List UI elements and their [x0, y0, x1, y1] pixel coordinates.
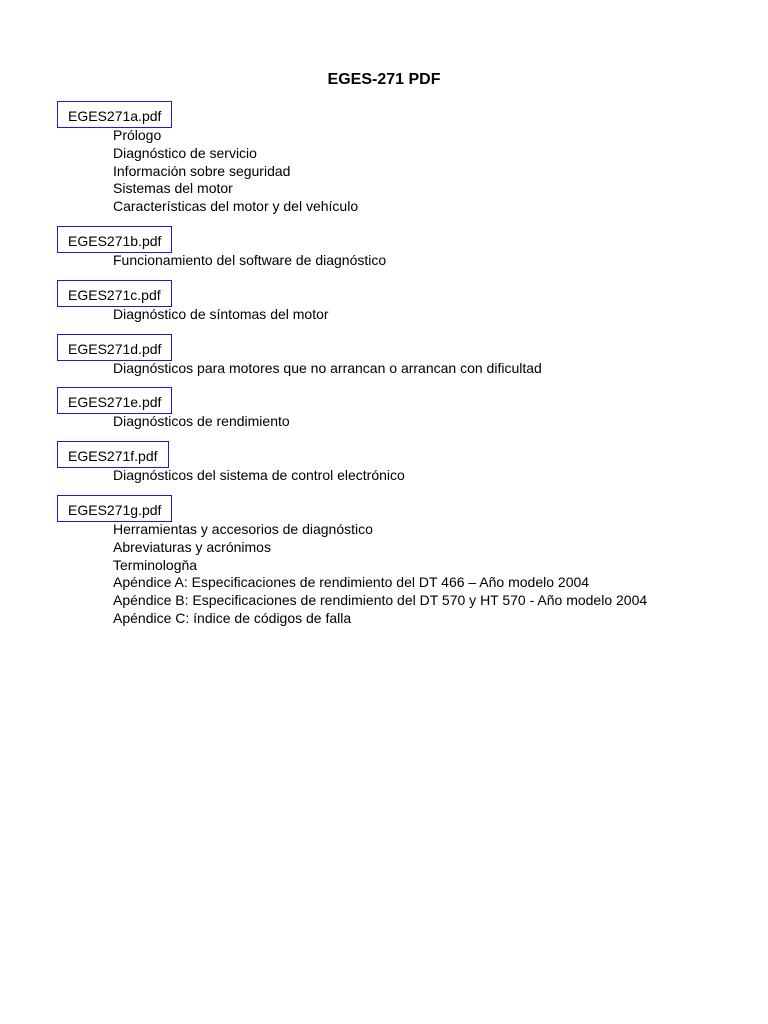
- list-item: Diagnósticos del sistema de control electrónico: [113, 467, 405, 483]
- list-item: Funcionamiento del software de diagnóstico: [113, 252, 387, 268]
- entry-list: [113, 306, 329, 324]
- list-item: Características del motor y del vehículo: [113, 198, 359, 215]
- file-link-eges271c[interactable]: EGES271c.pdf: [57, 280, 172, 307]
- file-link-eges271e[interactable]: EGES271e.pdf: [57, 387, 172, 414]
- file-link-eges271b[interactable]: EGES271b.pdf: [57, 226, 172, 253]
- list-item: Herramientas y accesorios de diagnóstico: [113, 521, 373, 537]
- list-item: Diagnósticos de rendimiento: [113, 413, 290, 429]
- list-item: Apéndice A: Especificaciones de rendimiento del DT 466 – Año modelo 2004: [113, 574, 590, 591]
- list-item: Apéndice C: índice de códigos de falla: [113, 609, 352, 626]
- file-link-eges271g[interactable]: EGES271g.pdf: [57, 495, 172, 522]
- list-item: Apéndice B: Especificaciones de rendimiento del DT 570 y HT 570 - Año modelo 2004: [113, 592, 648, 609]
- entry-list: [113, 521, 647, 628]
- file-link-eges271d[interactable]: EGES271d.pdf: [57, 334, 172, 361]
- entry-list: [113, 413, 290, 431]
- list-item: Información sobre seguridad: [113, 162, 291, 179]
- list-item: Prólogo: [113, 127, 162, 143]
- entry-list: [113, 127, 358, 216]
- page-title: EGES-271 PDF: [327, 71, 441, 88]
- entry-list: [113, 360, 542, 378]
- entry-list: [113, 467, 405, 485]
- list-item: Diagnósticos para motores que no arrancan o arrancan con dificultad: [113, 360, 542, 376]
- list-item: Diagnóstico de síntomas del motor: [113, 306, 329, 322]
- entry-list: [113, 252, 386, 270]
- list-item: Sistemas del motor: [113, 180, 233, 197]
- list-item: Terminologňa: [113, 556, 198, 573]
- file-link-eges271a[interactable]: EGES271a.pdf: [57, 101, 172, 128]
- list-item: Diagnóstico de servicio: [113, 144, 257, 161]
- file-link-eges271f[interactable]: EGES271f.pdf: [57, 441, 169, 468]
- list-item: Abreviaturas y acrónimos: [113, 538, 271, 555]
